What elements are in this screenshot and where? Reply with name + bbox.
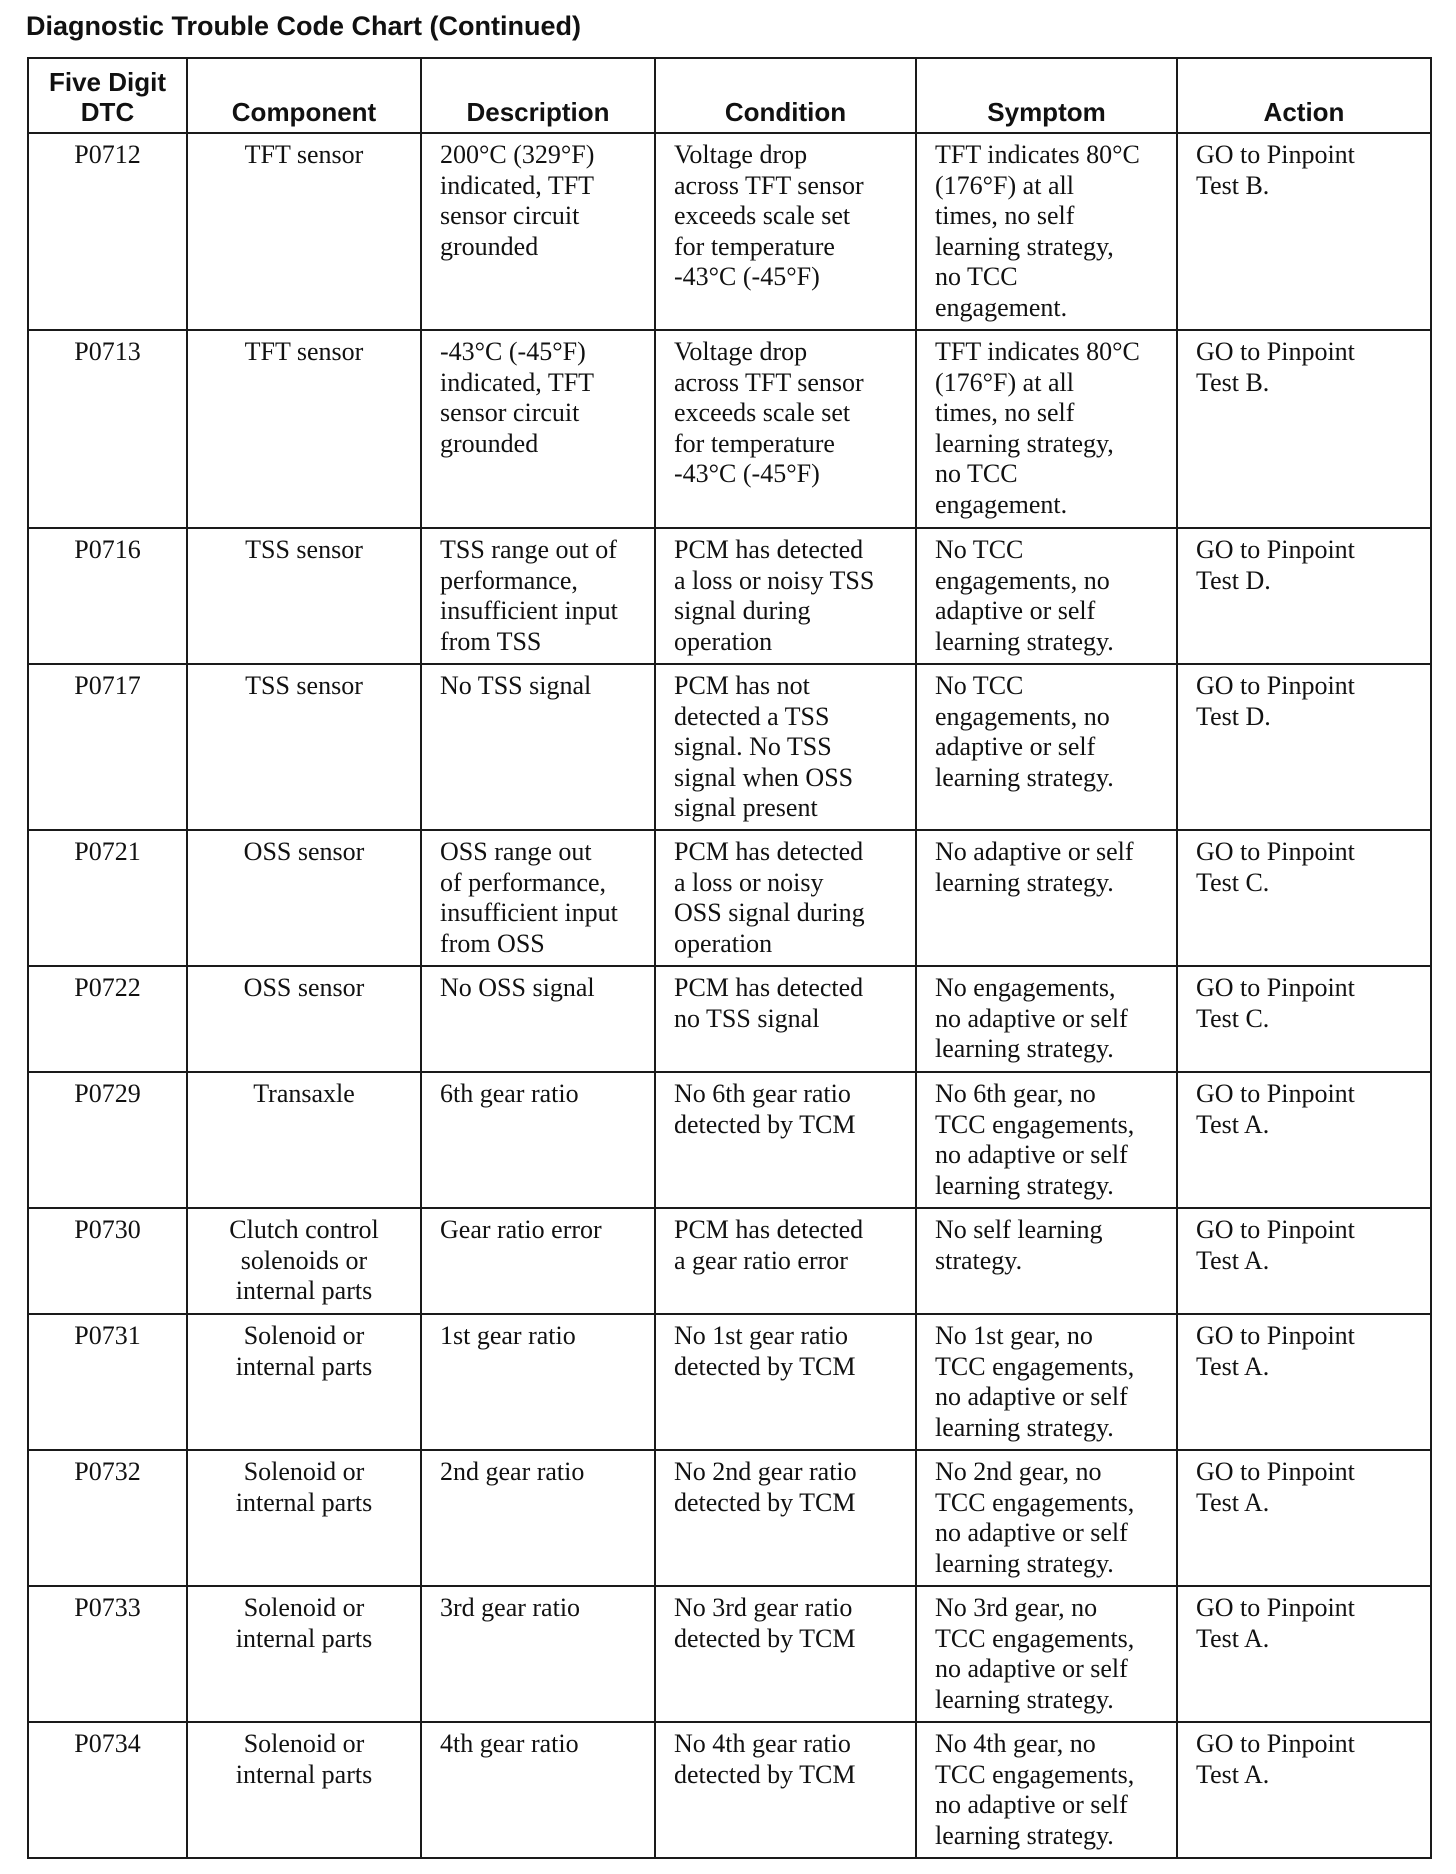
table-row bbox=[28, 830, 1431, 966]
table-row bbox=[28, 1072, 1431, 1208]
dtc-code-cell: P0733 bbox=[28, 1586, 187, 1722]
component-cell: OSS sensor bbox=[187, 830, 421, 966]
symptom-cell: No 3rd gear, no TCC engagements, no adaptive or self learning strategy. bbox=[916, 1586, 1177, 1722]
component-cell: OSS sensor bbox=[187, 966, 421, 1072]
column-header-condition: Condition bbox=[655, 58, 916, 133]
action-cell: GO to Pinpoint Test A. bbox=[1177, 1722, 1431, 1858]
symptom-cell: No adaptive or self learning strategy. bbox=[916, 830, 1177, 966]
component-cell: Solenoid or internal parts bbox=[187, 1586, 421, 1722]
table-row bbox=[28, 528, 1431, 664]
component-cell: TFT sensor bbox=[187, 133, 421, 330]
column-header-dtc: Five Digit DTC bbox=[28, 58, 187, 133]
description-cell: Gear ratio error bbox=[421, 1208, 655, 1314]
condition-cell: PCM has detected a loss or noisy OSS signal during operation bbox=[655, 830, 916, 966]
description-cell: No TSS signal bbox=[421, 664, 655, 830]
symptom-cell: No self learning strategy. bbox=[916, 1208, 1177, 1314]
description-cell: 6th gear ratio bbox=[421, 1072, 655, 1208]
condition-cell: No 1st gear ratio detected by TCM bbox=[655, 1314, 916, 1450]
dtc-code-cell: P0730 bbox=[28, 1208, 187, 1314]
component-cell: Transaxle bbox=[187, 1072, 421, 1208]
description-cell: 200°C (329°F) indicated, TFT sensor circuit grounded bbox=[421, 133, 655, 330]
component-cell: TSS sensor bbox=[187, 664, 421, 830]
table-row bbox=[28, 664, 1431, 830]
action-cell: GO to Pinpoint Test A. bbox=[1177, 1072, 1431, 1208]
condition-cell: PCM has not detected a TSS signal. No TSS signal when OSS signal present bbox=[655, 664, 916, 830]
description-cell: -43°C (-45°F) indicated, TFT sensor circuit grounded bbox=[421, 330, 655, 528]
condition-cell: No 4th gear ratio detected by TCM bbox=[655, 1722, 916, 1858]
symptom-cell: No TCC engagements, no adaptive or self learning strategy. bbox=[916, 528, 1177, 664]
action-cell: GO to Pinpoint Test D. bbox=[1177, 528, 1431, 664]
symptom-cell: No 2nd gear, no TCC engagements, no adaptive or self learning strategy. bbox=[916, 1450, 1177, 1586]
condition-cell: No 3rd gear ratio detected by TCM bbox=[655, 1586, 916, 1722]
table-row bbox=[28, 1208, 1431, 1314]
dtc-code-cell: P0712 bbox=[28, 133, 187, 330]
action-cell: GO to Pinpoint Test A. bbox=[1177, 1586, 1431, 1722]
dtc-code-cell: P0732 bbox=[28, 1450, 187, 1586]
column-header-description: Description bbox=[421, 58, 655, 133]
condition-cell: PCM has detected no TSS signal bbox=[655, 966, 916, 1072]
action-cell: GO to Pinpoint Test A. bbox=[1177, 1450, 1431, 1586]
condition-cell: PCM has detected a gear ratio error bbox=[655, 1208, 916, 1314]
dtc-code-cell: P0722 bbox=[28, 966, 187, 1072]
symptom-cell: No 4th gear, no TCC engagements, no adaptive or self learning strategy. bbox=[916, 1722, 1177, 1858]
dtc-table bbox=[27, 57, 1432, 1859]
action-cell: GO to Pinpoint Test A. bbox=[1177, 1208, 1431, 1314]
symptom-cell: No TCC engagements, no adaptive or self learning strategy. bbox=[916, 664, 1177, 830]
description-cell: 2nd gear ratio bbox=[421, 1450, 655, 1586]
condition-cell: Voltage drop across TFT sensor exceeds scale set for temperature -43°C (-45°F) bbox=[655, 330, 916, 528]
action-cell: GO to Pinpoint Test B. bbox=[1177, 133, 1431, 330]
symptom-cell: No 1st gear, no TCC engagements, no adaptive or self learning strategy. bbox=[916, 1314, 1177, 1450]
dtc-code-cell: P0734 bbox=[28, 1722, 187, 1858]
table-header-row bbox=[28, 58, 1431, 133]
action-cell: GO to Pinpoint Test D. bbox=[1177, 664, 1431, 830]
condition-cell: No 2nd gear ratio detected by TCM bbox=[655, 1450, 916, 1586]
description-cell: 3rd gear ratio bbox=[421, 1586, 655, 1722]
component-cell: Solenoid or internal parts bbox=[187, 1450, 421, 1586]
table-row bbox=[28, 1314, 1431, 1450]
column-header-symptom: Symptom bbox=[916, 58, 1177, 133]
table-row bbox=[28, 1586, 1431, 1722]
condition-cell: No 6th gear ratio detected by TCM bbox=[655, 1072, 916, 1208]
condition-cell: PCM has detected a loss or noisy TSS signal during operation bbox=[655, 528, 916, 664]
table-row bbox=[28, 966, 1431, 1072]
symptom-cell: No 6th gear, no TCC engagements, no adaptive or self learning strategy. bbox=[916, 1072, 1177, 1208]
description-cell: 4th gear ratio bbox=[421, 1722, 655, 1858]
column-header-component: Component bbox=[187, 58, 421, 133]
symptom-cell: TFT indicates 80°C (176°F) at all times, no self learning strategy, no TCC engagement. bbox=[916, 330, 1177, 528]
table-row bbox=[28, 133, 1431, 330]
component-cell: Solenoid or internal parts bbox=[187, 1314, 421, 1450]
column-header-action: Action bbox=[1177, 58, 1431, 133]
component-cell: Clutch control solenoids or internal parts bbox=[187, 1208, 421, 1314]
description-cell: 1st gear ratio bbox=[421, 1314, 655, 1450]
page-title: Diagnostic Trouble Code Chart (Continued) bbox=[26, 11, 581, 41]
component-cell: TSS sensor bbox=[187, 528, 421, 664]
dtc-code-cell: P0716 bbox=[28, 528, 187, 664]
action-cell: GO to Pinpoint Test C. bbox=[1177, 966, 1431, 1072]
table-row bbox=[28, 330, 1431, 528]
action-cell: GO to Pinpoint Test B. bbox=[1177, 330, 1431, 528]
dtc-code-cell: P0729 bbox=[28, 1072, 187, 1208]
component-cell: Solenoid or internal parts bbox=[187, 1722, 421, 1858]
condition-cell: Voltage drop across TFT sensor exceeds scale set for temperature -43°C (-45°F) bbox=[655, 133, 916, 330]
action-cell: GO to Pinpoint Test A. bbox=[1177, 1314, 1431, 1450]
table-row bbox=[28, 1722, 1431, 1858]
component-cell: TFT sensor bbox=[187, 330, 421, 528]
dtc-code-cell: P0717 bbox=[28, 664, 187, 830]
description-cell: TSS range out of performance, insufficient input from TSS bbox=[421, 528, 655, 664]
action-cell: GO to Pinpoint Test C. bbox=[1177, 830, 1431, 966]
dtc-code-cell: P0731 bbox=[28, 1314, 187, 1450]
symptom-cell: TFT indicates 80°C (176°F) at all times, no self learning strategy, no TCC engagement. bbox=[916, 133, 1177, 330]
dtc-code-cell: P0721 bbox=[28, 830, 187, 966]
description-cell: OSS range out of performance, insufficient input from OSS bbox=[421, 830, 655, 966]
description-cell: No OSS signal bbox=[421, 966, 655, 1072]
symptom-cell: No engagements, no adaptive or self learning strategy. bbox=[916, 966, 1177, 1072]
dtc-code-cell: P0713 bbox=[28, 330, 187, 528]
table-row bbox=[28, 1450, 1431, 1586]
